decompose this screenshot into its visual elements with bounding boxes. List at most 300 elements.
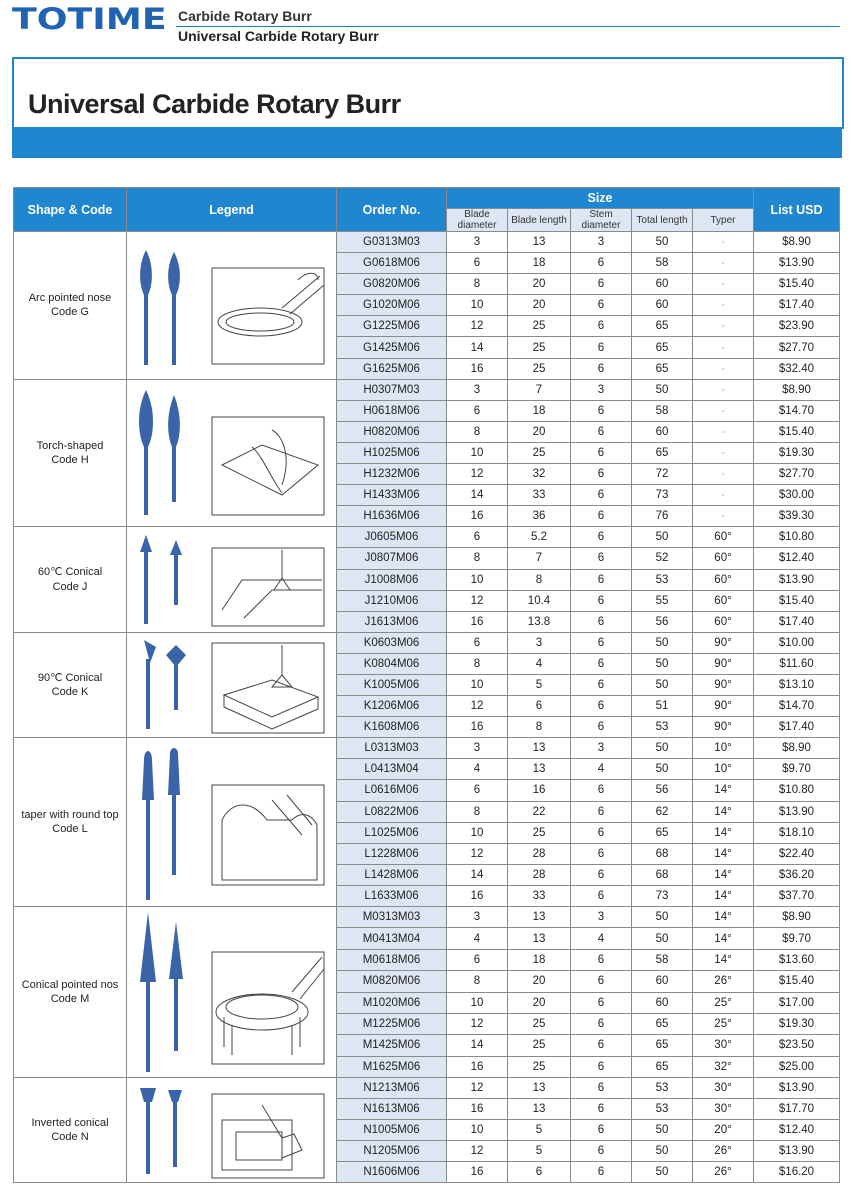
price-cell: $27.70 xyxy=(754,337,840,358)
shape-name: taper with round top xyxy=(21,808,119,821)
blade-diameter-cell: 10 xyxy=(447,1120,508,1141)
typer-cell: - xyxy=(693,274,754,295)
stem-diameter-cell: 6 xyxy=(571,1035,632,1056)
blade-length-cell: 20 xyxy=(508,421,571,442)
typer-cell: 26° xyxy=(693,1141,754,1162)
legend-illustration xyxy=(127,527,337,632)
typer-cell: 90° xyxy=(693,717,754,738)
order-no-cell: G1020M06 xyxy=(337,295,447,316)
stem-diameter-cell: 6 xyxy=(571,1099,632,1120)
total-length-cell: 50 xyxy=(632,738,693,759)
shape-code-cell xyxy=(14,527,127,632)
order-no-cell: G0618M06 xyxy=(337,253,447,274)
blade-length-cell: 5.2 xyxy=(508,527,571,548)
shape-code-cell xyxy=(14,1078,127,1183)
order-no-cell: H0307M03 xyxy=(337,379,447,400)
table-row xyxy=(14,379,840,400)
price-cell: $17.40 xyxy=(754,717,840,738)
typer-cell: 30° xyxy=(693,1078,754,1099)
total-length-cell: 73 xyxy=(632,485,693,506)
blade-diameter-cell: 8 xyxy=(447,971,508,992)
col-size-header: Size xyxy=(447,188,754,209)
typer-cell: 90° xyxy=(693,653,754,674)
stem-diameter-cell: 6 xyxy=(571,992,632,1013)
blade-length-cell: 13 xyxy=(508,1078,571,1099)
price-cell: $15.40 xyxy=(754,421,840,442)
typer-cell: - xyxy=(693,295,754,316)
total-length-cell: 52 xyxy=(632,548,693,569)
price-cell: $13.90 xyxy=(754,801,840,822)
blade-length-cell: 25 xyxy=(508,1013,571,1034)
typer-cell: - xyxy=(693,358,754,379)
order-no-cell: J1008M06 xyxy=(337,569,447,590)
typer-cell: 14° xyxy=(693,949,754,970)
total-length-cell: 50 xyxy=(632,1120,693,1141)
order-no-cell: L1428M06 xyxy=(337,864,447,885)
blade-diameter-cell: 3 xyxy=(447,232,508,253)
blade-diameter-cell: 6 xyxy=(447,949,508,970)
legend-illustration xyxy=(127,632,337,737)
blade-diameter-cell: 12 xyxy=(447,1078,508,1099)
blade-diameter-cell: 6 xyxy=(447,527,508,548)
stem-diameter-cell: 6 xyxy=(571,548,632,569)
stem-diameter-cell: 6 xyxy=(571,316,632,337)
stem-diameter-cell: 6 xyxy=(571,822,632,843)
shape-code-cell xyxy=(14,379,127,527)
order-no-cell: M1225M06 xyxy=(337,1013,447,1034)
blade-length-cell: 13 xyxy=(508,232,571,253)
total-length-cell: 50 xyxy=(632,928,693,949)
blade-diameter-cell: 6 xyxy=(447,780,508,801)
legend-illustration xyxy=(127,1078,337,1183)
total-length-cell: 56 xyxy=(632,780,693,801)
price-cell: $15.40 xyxy=(754,971,840,992)
blade-diameter-cell: 12 xyxy=(447,590,508,611)
order-no-cell: M1625M06 xyxy=(337,1056,447,1077)
blade-length-cell: 25 xyxy=(508,316,571,337)
shape-name: Arc pointed nose xyxy=(28,292,112,305)
price-cell: $18.10 xyxy=(754,822,840,843)
header-divider xyxy=(176,26,840,27)
blade-diameter-cell: 8 xyxy=(447,274,508,295)
stem-diameter-cell: 6 xyxy=(571,527,632,548)
blade-diameter-cell: 6 xyxy=(447,400,508,421)
order-no-cell: K1206M06 xyxy=(337,696,447,717)
blade-diameter-cell: 16 xyxy=(447,885,508,906)
total-length-cell: 53 xyxy=(632,569,693,590)
stem-diameter-cell: 6 xyxy=(571,1162,632,1183)
total-length-cell: 76 xyxy=(632,506,693,527)
stem-diameter-cell: 6 xyxy=(571,337,632,358)
typer-cell: 14° xyxy=(693,885,754,906)
total-length-cell: 65 xyxy=(632,337,693,358)
legend-illustration xyxy=(127,907,337,1078)
title-box xyxy=(12,57,844,129)
total-length-cell: 72 xyxy=(632,464,693,485)
col-order-header: Order No. xyxy=(337,188,447,232)
stem-diameter-cell: 6 xyxy=(571,885,632,906)
typer-cell: 90° xyxy=(693,696,754,717)
stem-diameter-cell: 6 xyxy=(571,1013,632,1034)
stem-diameter-cell: 6 xyxy=(571,843,632,864)
order-no-cell: M0313M03 xyxy=(337,907,447,928)
brand-logo: TOTIME xyxy=(12,2,167,36)
total-length-cell: 62 xyxy=(632,801,693,822)
blade-diameter-cell: 16 xyxy=(447,611,508,632)
order-no-cell: M1020M06 xyxy=(337,992,447,1013)
blade-length-cell: 25 xyxy=(508,822,571,843)
blade-diameter-cell: 10 xyxy=(447,442,508,463)
blade-length-cell: 20 xyxy=(508,295,571,316)
total-length-cell: 65 xyxy=(632,1035,693,1056)
blade-diameter-cell: 16 xyxy=(447,717,508,738)
price-cell: $14.70 xyxy=(754,400,840,421)
price-cell: $36.20 xyxy=(754,864,840,885)
price-cell: $12.40 xyxy=(754,548,840,569)
blade-diameter-cell: 16 xyxy=(447,506,508,527)
blade-length-cell: 28 xyxy=(508,843,571,864)
stem-diameter-cell: 6 xyxy=(571,801,632,822)
header-subcategory: Universal Carbide Rotary Burr xyxy=(178,28,379,44)
shape-code-cell xyxy=(14,632,127,737)
blade-length-cell: 28 xyxy=(508,864,571,885)
blade-length-cell: 7 xyxy=(508,379,571,400)
price-cell: $27.70 xyxy=(754,464,840,485)
table-body xyxy=(14,232,840,1183)
total-length-cell: 65 xyxy=(632,822,693,843)
typer-cell: 60° xyxy=(693,548,754,569)
blade-diameter-cell: 4 xyxy=(447,759,508,780)
shape-name: Torch-shaped xyxy=(36,439,104,452)
order-no-cell: M0820M06 xyxy=(337,971,447,992)
order-no-cell: K1608M06 xyxy=(337,717,447,738)
legend-illustration xyxy=(127,379,337,527)
blade-diameter-cell: 16 xyxy=(447,358,508,379)
total-length-cell: 60 xyxy=(632,295,693,316)
shape-name: 90℃ Conical xyxy=(37,671,103,684)
blade-diameter-cell: 12 xyxy=(447,1141,508,1162)
title-bar xyxy=(12,127,842,158)
blade-diameter-cell: 8 xyxy=(447,548,508,569)
blade-diameter-cell: 10 xyxy=(447,674,508,695)
price-cell: $15.40 xyxy=(754,274,840,295)
blade-diameter-cell: 3 xyxy=(447,907,508,928)
typer-cell: 14° xyxy=(693,864,754,885)
order-no-cell: H1232M06 xyxy=(337,464,447,485)
typer-cell: - xyxy=(693,337,754,358)
header-category: Carbide Rotary Burr xyxy=(178,8,312,24)
typer-cell: 30° xyxy=(693,1099,754,1120)
blade-diameter-cell: 3 xyxy=(447,738,508,759)
total-length-cell: 55 xyxy=(632,590,693,611)
blade-diameter-cell: 8 xyxy=(447,653,508,674)
stem-diameter-cell: 6 xyxy=(571,569,632,590)
typer-cell: 32° xyxy=(693,1056,754,1077)
blade-length-cell: 7 xyxy=(508,548,571,569)
total-length-cell: 53 xyxy=(632,717,693,738)
total-length-cell: 60 xyxy=(632,274,693,295)
order-no-cell: H1433M06 xyxy=(337,485,447,506)
order-no-cell: N1213M06 xyxy=(337,1078,447,1099)
typer-cell: 10° xyxy=(693,759,754,780)
blade-diameter-cell: 12 xyxy=(447,696,508,717)
order-no-cell: M0413M04 xyxy=(337,928,447,949)
order-no-cell: J0807M06 xyxy=(337,548,447,569)
order-no-cell: N1613M06 xyxy=(337,1099,447,1120)
blade-length-cell: 4 xyxy=(508,653,571,674)
blade-diameter-cell: 10 xyxy=(447,822,508,843)
blade-diameter-cell: 14 xyxy=(447,864,508,885)
typer-cell: 14° xyxy=(693,822,754,843)
price-cell: $11.60 xyxy=(754,653,840,674)
price-cell: $10.80 xyxy=(754,527,840,548)
price-cell: $13.90 xyxy=(754,1141,840,1162)
order-no-cell: J0605M06 xyxy=(337,527,447,548)
price-cell: $23.50 xyxy=(754,1035,840,1056)
total-length-cell: 65 xyxy=(632,358,693,379)
blade-length-cell: 16 xyxy=(508,780,571,801)
price-cell: $19.30 xyxy=(754,1013,840,1034)
typer-cell: - xyxy=(693,379,754,400)
blade-length-cell: 20 xyxy=(508,971,571,992)
order-no-cell: L0413M04 xyxy=(337,759,447,780)
typer-cell: - xyxy=(693,442,754,463)
table-row xyxy=(14,527,840,548)
stem-diameter-cell: 3 xyxy=(571,379,632,400)
order-no-cell: L0822M06 xyxy=(337,801,447,822)
total-length-cell: 50 xyxy=(632,653,693,674)
typer-cell: 10° xyxy=(693,738,754,759)
typer-cell: - xyxy=(693,316,754,337)
stem-diameter-cell: 6 xyxy=(571,1141,632,1162)
shape-code: Code G xyxy=(51,306,89,319)
blade-length-cell: 5 xyxy=(508,1141,571,1162)
blade-diameter-cell: 14 xyxy=(447,485,508,506)
price-cell: $8.90 xyxy=(754,907,840,928)
product-table xyxy=(13,187,840,1183)
shape-code: Code H xyxy=(51,453,89,466)
total-length-cell: 51 xyxy=(632,696,693,717)
typer-cell: 90° xyxy=(693,632,754,653)
order-no-cell: N1205M06 xyxy=(337,1141,447,1162)
total-length-cell: 50 xyxy=(632,527,693,548)
typer-cell: 30° xyxy=(693,1035,754,1056)
stem-diameter-cell: 6 xyxy=(571,696,632,717)
blade-diameter-cell: 14 xyxy=(447,337,508,358)
sub-total-length: Total length xyxy=(632,209,693,232)
price-cell: $8.90 xyxy=(754,379,840,400)
typer-cell: 14° xyxy=(693,843,754,864)
col-price-header: List USD xyxy=(754,188,840,232)
blade-length-cell: 22 xyxy=(508,801,571,822)
blade-diameter-cell: 14 xyxy=(447,1035,508,1056)
price-cell: $39.30 xyxy=(754,506,840,527)
blade-length-cell: 13 xyxy=(508,1099,571,1120)
stem-diameter-cell: 6 xyxy=(571,358,632,379)
total-length-cell: 58 xyxy=(632,253,693,274)
blade-length-cell: 18 xyxy=(508,400,571,421)
shape-code-cell xyxy=(14,738,127,907)
table-row xyxy=(14,632,840,653)
page-title: Universal Carbide Rotary Burr xyxy=(28,89,401,119)
price-cell: $30.00 xyxy=(754,485,840,506)
order-no-cell: L0313M03 xyxy=(337,738,447,759)
stem-diameter-cell: 6 xyxy=(571,274,632,295)
price-cell: $8.90 xyxy=(754,232,840,253)
typer-cell: 26° xyxy=(693,1162,754,1183)
typer-cell: 14° xyxy=(693,928,754,949)
blade-length-cell: 18 xyxy=(508,253,571,274)
stem-diameter-cell: 6 xyxy=(571,632,632,653)
total-length-cell: 50 xyxy=(632,379,693,400)
stem-diameter-cell: 3 xyxy=(571,907,632,928)
typer-cell: - xyxy=(693,253,754,274)
blade-diameter-cell: 4 xyxy=(447,928,508,949)
price-cell: $22.40 xyxy=(754,843,840,864)
shape-name: 60℃ Conical xyxy=(37,566,103,579)
price-cell: $9.70 xyxy=(754,759,840,780)
total-length-cell: 50 xyxy=(632,907,693,928)
typer-cell: - xyxy=(693,400,754,421)
blade-length-cell: 6 xyxy=(508,696,571,717)
typer-cell: 26° xyxy=(693,971,754,992)
order-no-cell: N1005M06 xyxy=(337,1120,447,1141)
total-length-cell: 50 xyxy=(632,232,693,253)
stem-diameter-cell: 6 xyxy=(571,780,632,801)
order-no-cell: H0618M06 xyxy=(337,400,447,421)
order-no-cell: H1025M06 xyxy=(337,442,447,463)
stem-diameter-cell: 6 xyxy=(571,971,632,992)
total-length-cell: 60 xyxy=(632,971,693,992)
typer-cell: 14° xyxy=(693,780,754,801)
price-cell: $13.10 xyxy=(754,674,840,695)
price-cell: $17.00 xyxy=(754,992,840,1013)
blade-length-cell: 25 xyxy=(508,337,571,358)
stem-diameter-cell: 6 xyxy=(571,864,632,885)
blade-diameter-cell: 10 xyxy=(447,295,508,316)
order-no-cell: L0616M06 xyxy=(337,780,447,801)
shape-code-cell xyxy=(14,232,127,380)
sub-typer: Typer xyxy=(693,209,754,232)
order-no-cell: J1613M06 xyxy=(337,611,447,632)
blade-diameter-cell: 10 xyxy=(447,569,508,590)
order-no-cell: M1425M06 xyxy=(337,1035,447,1056)
stem-diameter-cell: 6 xyxy=(571,717,632,738)
sub-blade-diameter: Blade diameter xyxy=(447,209,508,232)
legend-illustration xyxy=(127,738,337,907)
blade-diameter-cell: 16 xyxy=(447,1056,508,1077)
order-no-cell: G1625M06 xyxy=(337,358,447,379)
blade-length-cell: 13 xyxy=(508,907,571,928)
blade-length-cell: 33 xyxy=(508,485,571,506)
blade-diameter-cell: 8 xyxy=(447,801,508,822)
total-length-cell: 58 xyxy=(632,400,693,421)
price-cell: $15.40 xyxy=(754,590,840,611)
stem-diameter-cell: 6 xyxy=(571,442,632,463)
blade-diameter-cell: 6 xyxy=(447,632,508,653)
blade-diameter-cell: 6 xyxy=(447,253,508,274)
stem-diameter-cell: 6 xyxy=(571,590,632,611)
blade-length-cell: 10.4 xyxy=(508,590,571,611)
blade-length-cell: 13.8 xyxy=(508,611,571,632)
stem-diameter-cell: 4 xyxy=(571,928,632,949)
total-length-cell: 50 xyxy=(632,674,693,695)
shape-code: Code J xyxy=(52,580,88,593)
stem-diameter-cell: 6 xyxy=(571,464,632,485)
blade-length-cell: 32 xyxy=(508,464,571,485)
typer-cell: - xyxy=(693,232,754,253)
blade-length-cell: 25 xyxy=(508,1035,571,1056)
order-no-cell: H1636M06 xyxy=(337,506,447,527)
sub-blade-length: Blade length xyxy=(508,209,571,232)
order-no-cell: N1606M06 xyxy=(337,1162,447,1183)
col-legend-header: Legend xyxy=(127,188,337,232)
sub-stem-diameter: Stem diameter xyxy=(571,209,632,232)
price-cell: $17.70 xyxy=(754,1099,840,1120)
shape-code: Code K xyxy=(51,686,89,699)
blade-diameter-cell: 3 xyxy=(447,379,508,400)
price-cell: $10.80 xyxy=(754,780,840,801)
legend-illustration xyxy=(127,232,337,380)
order-no-cell: G1425M06 xyxy=(337,337,447,358)
total-length-cell: 60 xyxy=(632,992,693,1013)
blade-diameter-cell: 8 xyxy=(447,421,508,442)
typer-cell: 60° xyxy=(693,569,754,590)
price-cell: $13.90 xyxy=(754,1078,840,1099)
typer-cell: 14° xyxy=(693,907,754,928)
price-cell: $8.90 xyxy=(754,738,840,759)
shape-name: Inverted conical xyxy=(31,1116,109,1129)
table-row xyxy=(14,1078,840,1099)
price-cell: $10.00 xyxy=(754,632,840,653)
price-cell: $17.40 xyxy=(754,611,840,632)
blade-length-cell: 13 xyxy=(508,759,571,780)
price-cell: $9.70 xyxy=(754,928,840,949)
price-cell: $19.30 xyxy=(754,442,840,463)
typer-cell: - xyxy=(693,464,754,485)
price-cell: $32.40 xyxy=(754,358,840,379)
typer-cell: - xyxy=(693,421,754,442)
order-no-cell: K0804M06 xyxy=(337,653,447,674)
order-no-cell: K0603M06 xyxy=(337,632,447,653)
blade-length-cell: 20 xyxy=(508,992,571,1013)
stem-diameter-cell: 6 xyxy=(571,506,632,527)
typer-cell: 60° xyxy=(693,590,754,611)
total-length-cell: 50 xyxy=(632,1141,693,1162)
typer-cell: 20° xyxy=(693,1120,754,1141)
total-length-cell: 68 xyxy=(632,843,693,864)
price-cell: $12.40 xyxy=(754,1120,840,1141)
total-length-cell: 53 xyxy=(632,1099,693,1120)
price-cell: $13.90 xyxy=(754,253,840,274)
total-length-cell: 50 xyxy=(632,632,693,653)
stem-diameter-cell: 6 xyxy=(571,674,632,695)
blade-length-cell: 5 xyxy=(508,674,571,695)
price-cell: $13.60 xyxy=(754,949,840,970)
stem-diameter-cell: 6 xyxy=(571,400,632,421)
typer-cell: 14° xyxy=(693,801,754,822)
stem-diameter-cell: 3 xyxy=(571,738,632,759)
price-cell: $13.90 xyxy=(754,569,840,590)
total-length-cell: 65 xyxy=(632,1013,693,1034)
stem-diameter-cell: 6 xyxy=(571,485,632,506)
order-no-cell: G0313M03 xyxy=(337,232,447,253)
price-cell: $16.20 xyxy=(754,1162,840,1183)
stem-diameter-cell: 6 xyxy=(571,611,632,632)
price-cell: $14.70 xyxy=(754,696,840,717)
order-no-cell: G0820M06 xyxy=(337,274,447,295)
shape-code: Code L xyxy=(52,823,88,836)
